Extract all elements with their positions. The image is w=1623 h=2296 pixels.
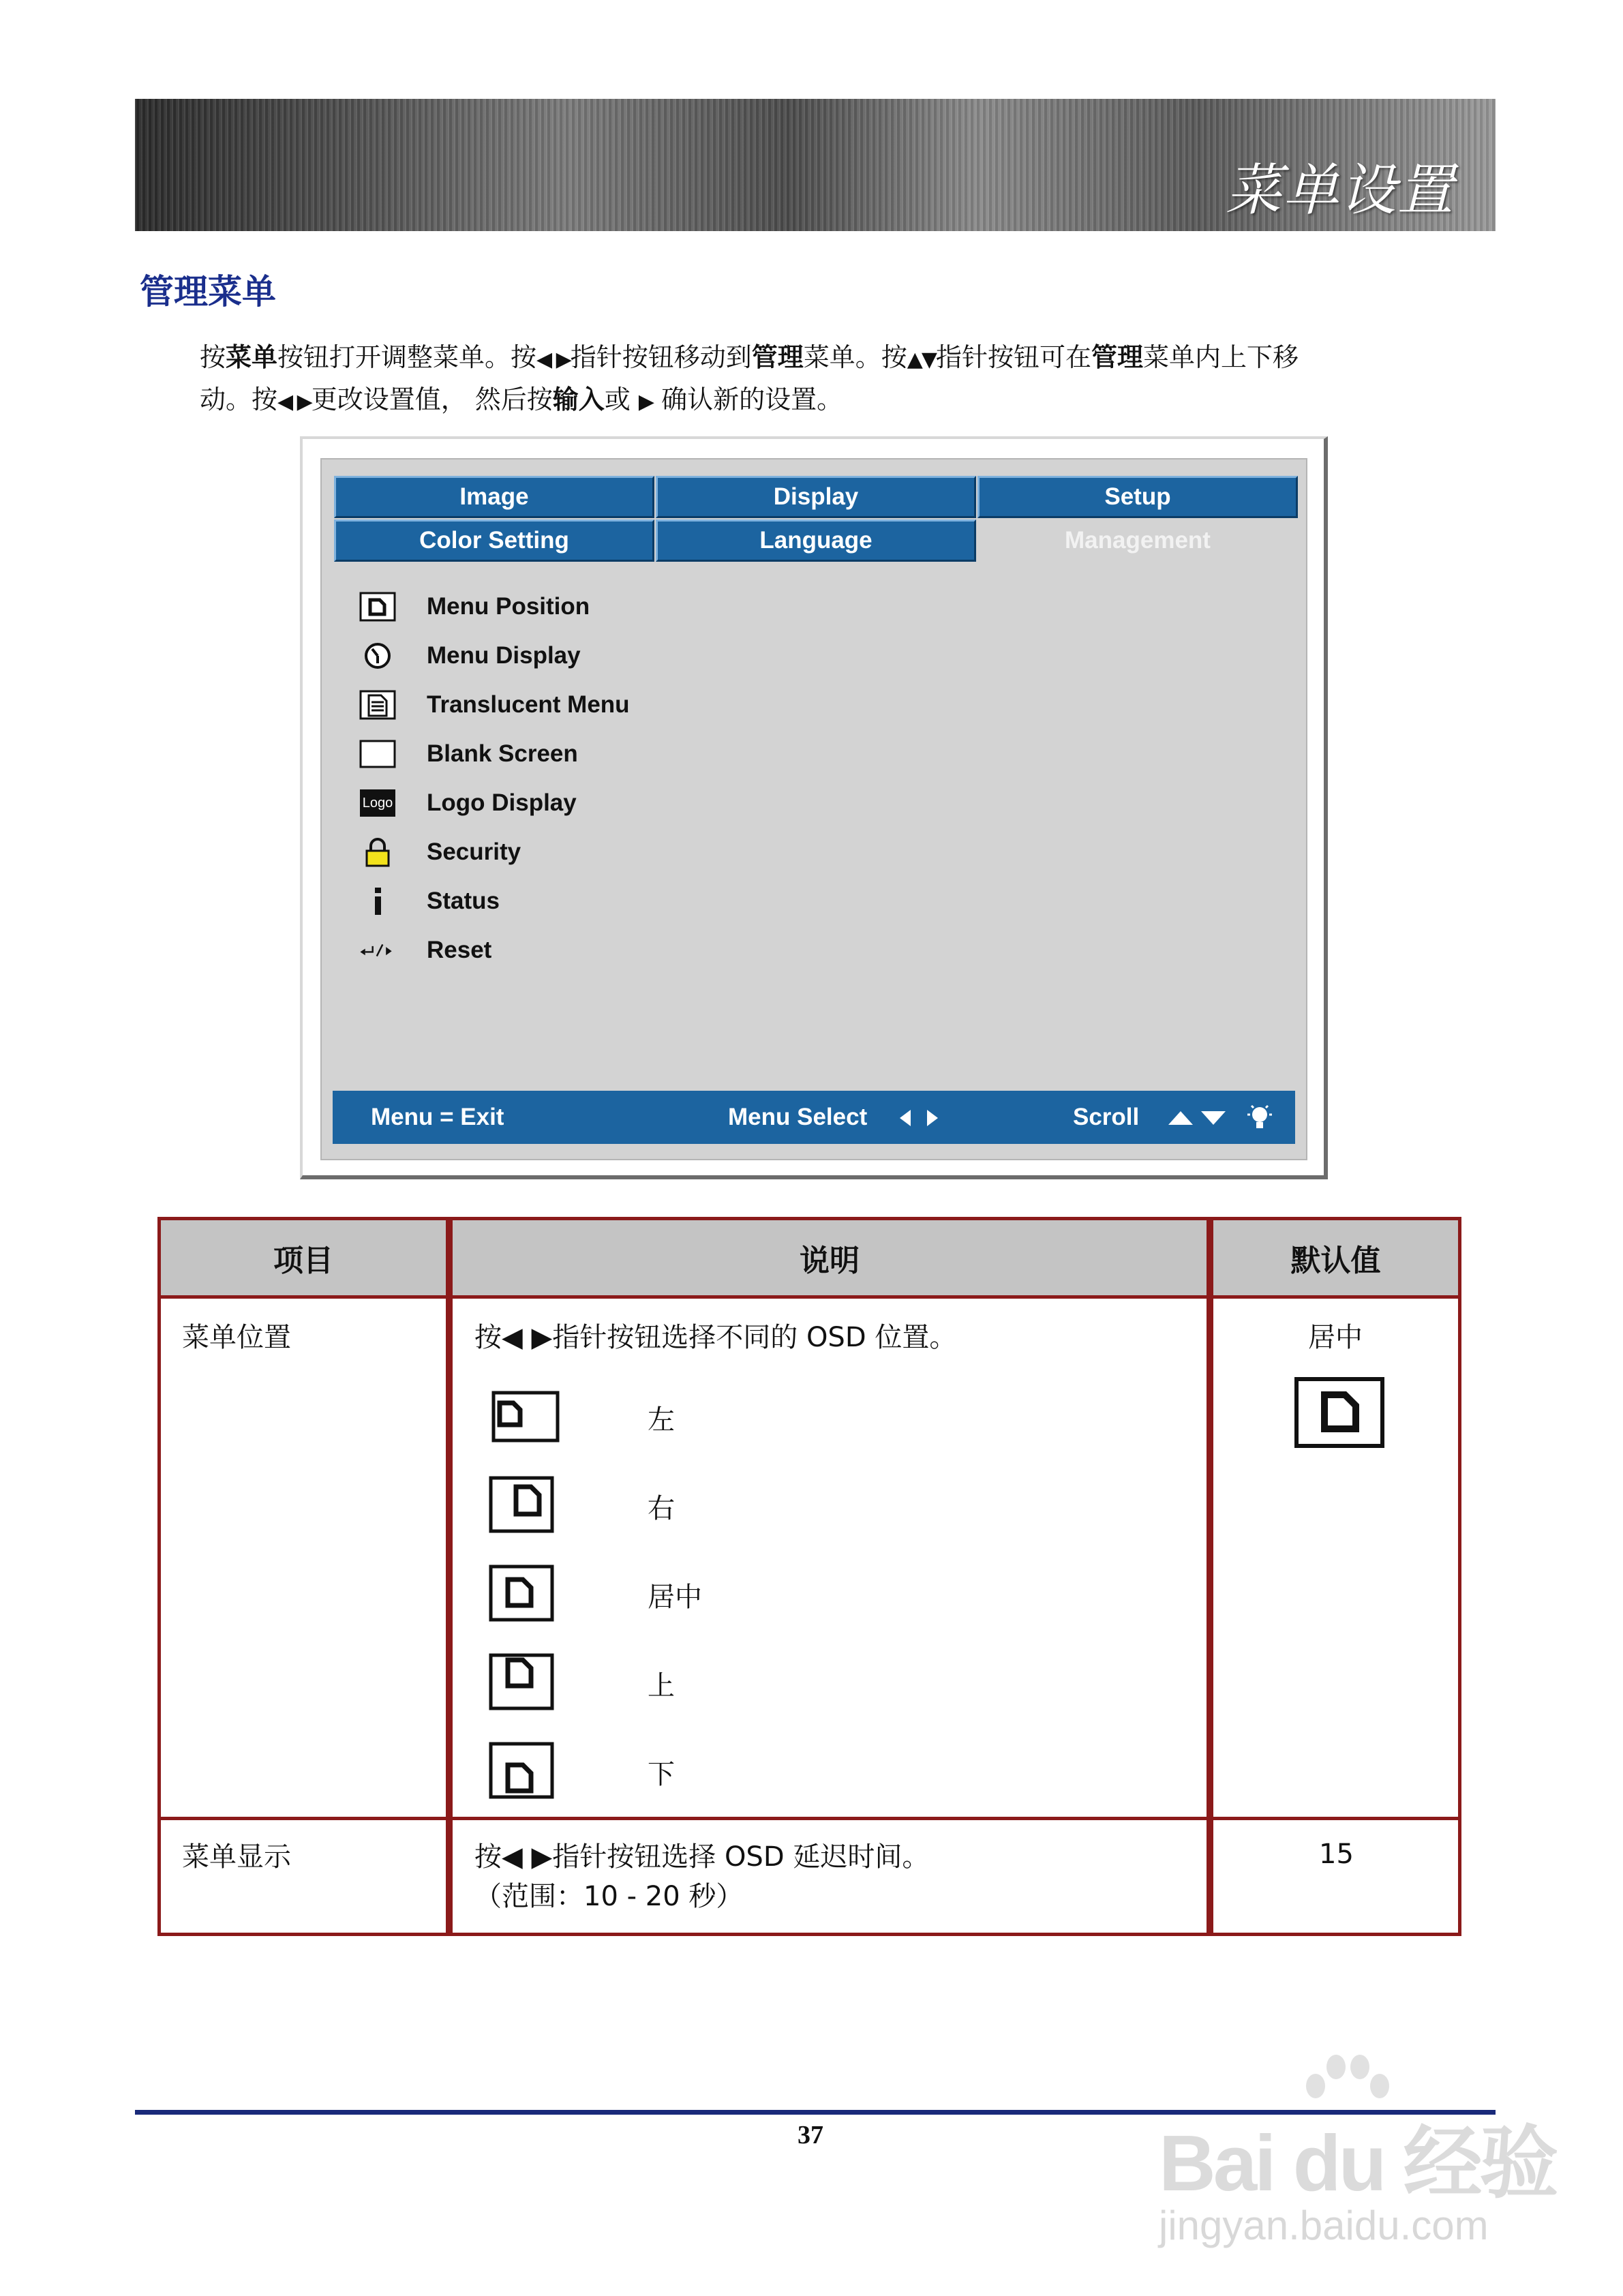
menu-item-label: Logo Display [427, 789, 577, 816]
lightbulb-icon [1246, 1103, 1273, 1133]
option-top: 上 [648, 1670, 675, 1702]
option-center: 居中 [648, 1582, 702, 1613]
table-border [157, 1217, 1461, 1220]
exit-hint: Menu = Exit [371, 1104, 504, 1130]
reset-icon [359, 934, 397, 967]
menu-item-reset[interactable] [359, 930, 491, 971]
table-border [157, 1217, 161, 1936]
settings-table [157, 1217, 1461, 1936]
row-description: 按◀ ▶指针按钮选择不同的 OSD 位置。 [474, 1322, 957, 1353]
top-position-icon [489, 1653, 554, 1710]
row-description: 按◀ ▶指针按钮选择 OSD 延迟时间。 [474, 1841, 930, 1873]
row-item-menu-position: 菜单位置 [182, 1322, 291, 1353]
row-description-range: （范围：10 - 20 秒） [474, 1881, 744, 1912]
tab-display[interactable]: Display [656, 476, 976, 518]
lock-icon [359, 836, 397, 868]
select-hint: Menu Select [728, 1104, 868, 1130]
option-left: 左 [648, 1404, 675, 1436]
info-icon [359, 885, 397, 918]
row-default-value: 15 [1319, 1839, 1354, 1870]
translucent-icon [359, 689, 397, 721]
column-header-item: 项目 [161, 1220, 446, 1295]
right-arrow-icon: ▶ [638, 390, 653, 414]
left-right-arrows-icon: ◀ ▶ [277, 390, 312, 414]
tab-language[interactable]: Language [656, 519, 976, 562]
tab-setup[interactable]: Setup [977, 476, 1298, 518]
menu-item-label: Menu Display [427, 642, 581, 669]
table-divider [1207, 1217, 1213, 1936]
menu-item-label: Translucent Menu [427, 691, 630, 718]
watermark-logo-text: Bai du 经验 [1159, 2119, 1556, 2207]
intro-paragraph: 按菜单按钮打开调整菜单。按◀ ▶指针按钮移动到管理菜单。按▲▼指针按钮可在管理菜单内上下移 动。按◀ ▶更改设置值， 然后按输入或 ▶ 确认新的设置。 [200, 342, 1299, 414]
scroll-hint: Scroll [1073, 1104, 1140, 1130]
up-down-arrows-icon [1166, 1108, 1231, 1128]
right-position-icon [489, 1476, 554, 1533]
menu-item-menu-display[interactable] [359, 635, 581, 676]
section-title: 管理菜单 [140, 272, 276, 312]
option-right: 右 [648, 1493, 675, 1524]
row-default-value: 居中 [1308, 1322, 1363, 1353]
menu-item-label: Security [427, 839, 521, 865]
menu-position-icon [359, 590, 397, 623]
table-divider [157, 1295, 1461, 1299]
blank-screen-icon [359, 738, 397, 770]
left-right-arrows-icon: ◀ ▶ [536, 348, 571, 372]
osd-help-bar [333, 1091, 1295, 1144]
menu-item-logo-display[interactable] [359, 783, 577, 824]
menu-item-label: Reset [427, 937, 492, 963]
tab-image[interactable]: Image [334, 476, 654, 518]
bottom-position-icon [489, 1742, 554, 1799]
menu-item-label: Blank Screen [427, 740, 578, 767]
left-right-arrows-icon [897, 1107, 941, 1129]
row-item-menu-display: 菜单显示 [182, 1841, 291, 1873]
menu-item-label: Menu Position [427, 593, 590, 620]
center-position-icon [489, 1565, 554, 1622]
menu-item-security[interactable] [359, 832, 521, 873]
column-header-default: 默认值 [1213, 1220, 1458, 1295]
tab-color-setting[interactable]: Color Setting [334, 519, 654, 562]
table-divider [446, 1217, 453, 1936]
menu-item-label: Status [427, 888, 500, 914]
up-down-arrows-icon: ▲▼ [907, 348, 936, 372]
logo-icon: Logo [359, 787, 397, 819]
baidu-watermark [1152, 2052, 1561, 2256]
left-position-icon [491, 1391, 560, 1442]
header-banner [135, 99, 1496, 231]
menu-item-translucent-menu[interactable] [359, 684, 630, 725]
menu-item-status[interactable] [359, 881, 500, 922]
table-border [1458, 1217, 1461, 1936]
watermark-url: jingyan.baidu.com [1159, 2203, 1489, 2248]
menu-item-menu-position[interactable] [359, 586, 590, 627]
center-position-icon [1294, 1377, 1384, 1448]
option-bottom: 下 [648, 1759, 675, 1790]
menu-item-blank-screen[interactable] [359, 734, 578, 774]
page-number: 37 [798, 2121, 823, 2149]
clock-icon [359, 639, 397, 672]
column-header-description: 说明 [453, 1220, 1207, 1295]
table-divider [157, 1817, 1461, 1820]
tab-management[interactable]: Management [1065, 527, 1211, 554]
table-border [157, 1933, 1461, 1936]
chapter-title: 菜单设置 [1226, 158, 1455, 223]
